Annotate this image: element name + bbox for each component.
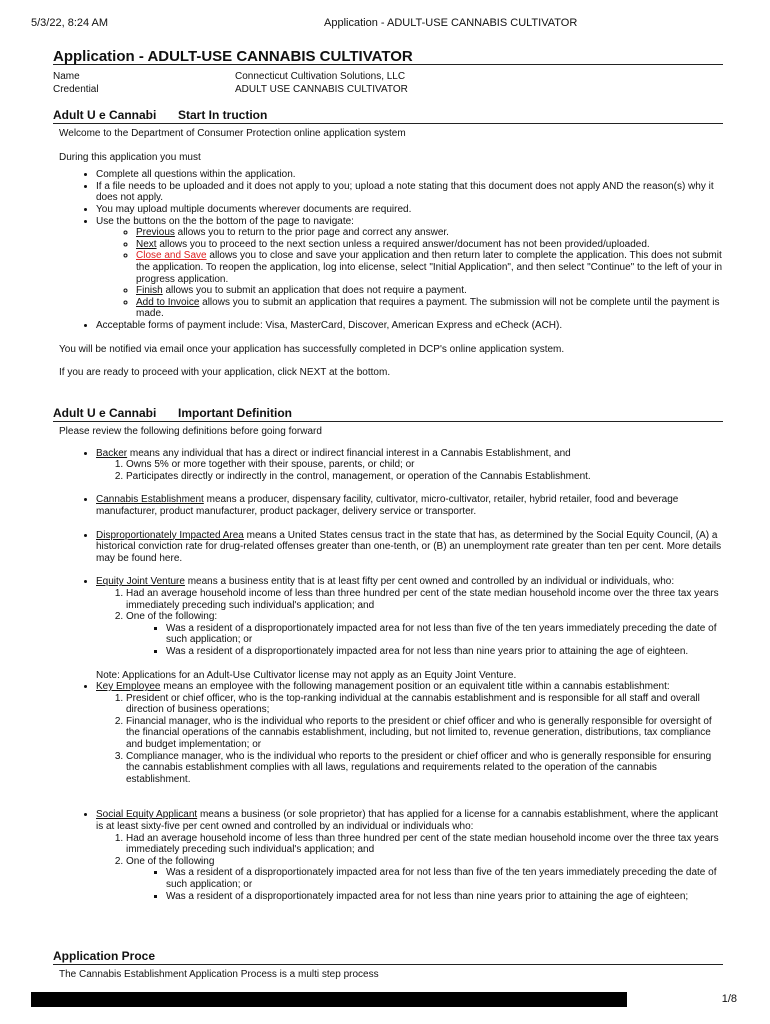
ejv-sub-criteria [126,623,723,658]
ejv-criteria [96,588,723,658]
list-item: ▪ Was a resident of a disproportionately impacted area for not less than nine years prior to attaining the age of eighteen. [166,646,723,658]
definition-disproportionately-impacted-area: • Disproportionately Impacted Area means a United States census tract in the state that has, as determined by the Social Equity Council, (A) a historical conviction rate for drug-related offenses greater than one-tenth, or (B) an unemployment rate greater than ten per cent. More details may be found here. [96,530,723,577]
list-item: 2. One of the following: ▪ Was a resident of a disproportionately impacted area for not less than five of the ten years immediately preceding the date of such application; or ▪ Was a resident of a disproportionately impacted area for not less than nine years prior to attaining the age of eighteen. [126,611,723,657]
print-title: Application - ADULT-USE CANNABIS CULTIVATOR [324,17,578,29]
meta-value: Connecticut Cultivation Solutions, LLC [235,71,406,82]
term-backer: Backer [96,447,128,459]
definition-equity-joint-venture: • Equity Joint Venture means a business entity that is at least fifty per cent owned and controlled by an individual or individuals, who: 1. Had an average household income of less than three hundred per cent of the state median household income over the three tax years immediately preceding such individual's application; and 2. One of the following: ▪ Was a resident of a disproportionately impacted area for not less than five of the ten years immediately preceding the date of such application; or ▪ Was a resident of a disproportionately impacted area for not less than nine years prior to attaining the age of eighteen. Note: Applications for an Adult-Use Cultivator license may not apply as an Equity Joint Venture. [96,576,723,681]
list-item: 2. Financial manager, who is the individual who reports to the president or chief officer and who is generally responsible for oversight of the financial operations of the cannabis establishment, including, but not limited to, revenue generation, distributions, tax compliance and budget implementation; or [126,716,723,751]
process-text: The Cannabis Establishment Application Process is a multi step process [59,969,379,980]
definitions-intro: Please review the following definitions before going forward [59,426,322,437]
term-cannabis-establishment: Cannabis Establishment [96,494,204,506]
definition-social-equity-applicant: • Social Equity Applicant means a business (or sole proprietor) that has applied for a license for a cannabis establishment, where the applicant is at least sixty-five per cent owned and controlled by an individual or individuals who: 1. Had an average household income of less than three hundred per cent of the state median household income over the three tax years immediately preceding such individual's application; and 2. One of the following ▪ Was a resident of a disproportionately impacted area for not less than five of the ten years immediately preceding the date of such application; or ▪ Was a resident of a disproportionately impacted area for not less than nine years prior to attaining the age of eighteen; [96,809,723,902]
section-header-start-instructions [53,110,723,124]
section-header-right: Important Definition [178,406,292,420]
list-item-text: Use the buttons on the the bottom of the page to navigate: [96,215,354,227]
sea-criteria [96,833,723,903]
list-item: ◦ Next allows you to proceed to the next section unless a required answer/document has not been provided/uploaded. [136,239,723,251]
list-item: ◦ Close and Save allows you to close and save your application and then return later to complete the application. This does not submit the application. To reopen the application, log into elicense, select "Initial Application", and then select "Continue" to the left of your in progress application. [136,250,723,285]
section-body-definitions [59,426,723,902]
term-disproportionately-impacted-area: Disproportionately Impacted Area [96,529,244,541]
page-number: 1/8 [721,993,737,1005]
list-item: • Complete all questions within the application. [96,169,723,181]
term-equity-joint-venture: Equity Joint Venture [96,576,185,588]
key-employee-positions [96,693,723,786]
print-header [31,18,739,32]
list-item: • You may upload multiple documents wherever documents are required. [96,204,723,216]
during-text: During this application you must [59,151,201,163]
list-item: ▪ Was a resident of a disproportionately impacted area for not less than five of the ten years immediately preceding the date of such application; or [166,623,723,646]
close-and-save-link: Close and Save [136,250,207,262]
term-key-employee: Key Employee [96,681,161,693]
ready-text: If you are ready to proceed with your application, click NEXT at the bottom. [59,367,391,379]
sea-sub-criteria [126,867,723,902]
meta-row-credential [53,84,723,97]
list-item: 3. Compliance manager, who is the individual who reports to the president or chief officer and who is generally responsible for ensuring the cannabis establishment complies with all laws, regulations and requirements related to the operation of the cannabis establishment. [126,751,723,786]
section-body-application-process [59,969,723,981]
list-item: 1. Owns 5% or more together with their spouse, parents, or child; or [126,459,723,471]
section-header-left: Adult U e Cannabi [53,108,157,122]
list-item: ▪ Was a resident of a disproportionately impacted area for not less than five of the ten years immediately preceding the date of such application; or [166,867,723,890]
instruction-list [59,169,723,331]
meta-row-name [53,71,723,84]
footer-url-bar [31,992,627,1007]
term-social-equity-applicant: Social Equity Applicant [96,809,198,821]
list-item: 1. President or chief officer, who is the top-ranking individual at the cannabis establishment and is responsible for all staff and overall direction of business operations; [126,693,723,716]
list-item: 2. Participates directly or indirectly in the control, management, or operation of the Cannabis Establishment. [126,471,723,483]
section-header-important-definitions [53,408,723,422]
list-item: • If a file needs to be uploaded and it does not apply to you; upload a note stating that this document does not apply AND the reason(s) why it does not apply. [96,181,723,204]
list-item: ◦ Add to Invoice allows you to submit an application that requires a payment. The submission will not be complete until the payment is made. [136,297,723,320]
section-header-application-process [53,951,723,965]
list-item: ◦ Previous allows you to return to the prior page and correct any answer. [136,227,723,239]
nav-button-list [96,227,723,320]
previous-link: Previous [136,227,175,239]
definition-key-employee: • Key Employee means an employee with the following management position or an equivalent title within a cannabis establishment: 1. President or chief officer, who is the top-ranking individual at the cannabis establishment and is responsible for all staff and overall direction of business operations; 2. Financial manager, who is the individual who reports to the president or chief officer and who is generally responsible for oversight of the financial operations of the cannabis establishment, including, but not limited to, revenue generation, distributions, tax compliance and budget implementation; or 3. Compliance manager, who is the individual who reports to the president or chief officer and who is generally responsible for ensuring the cannabis establishment complies with all laws, regulations and requirements related to the operation of the cannabis establishment. [96,681,723,809]
list-item: 1. Had an average household income of less than three hundred per cent of the state median household income over the three tax years immediately preceding such individual's application; and [126,833,723,856]
list-item: ▪ Was a resident of a disproportionately impacted area for not less than nine years prior to attaining the age of eighteen; [166,891,723,903]
notified-text: You will be notified via email once your application has successfully completed in DCP's online application system. [59,343,565,355]
welcome-text: Welcome to the Department of Consumer Protection online application system [59,128,406,139]
section-header-left: Application Proce [53,949,156,963]
list-item [96,216,723,320]
definition-cannabis-establishment: • Cannabis Establishment means a producer, dispensary facility, cultivator, micro-cultivator, retailer, hybrid retailer, food and beverage manufacturer, product manufacturer, product packager, delivery service or transporter. [96,494,723,529]
backer-criteria [96,459,723,482]
finish-link: Finish [136,285,163,297]
meta-key: Name [53,71,80,82]
list-item: ◦ Finish allows you to submit an application that does not require a payment. [136,285,723,297]
next-link: Next [136,238,157,250]
section-header-right: Start In truction [178,108,268,122]
list-item: 1. Had an average household income of less than three hundred per cent of the state median household income over the three tax years immediately preceding such individual's application; and [126,588,723,611]
list-item: • Acceptable forms of payment include: Visa, MasterCard, Discover, American Express and eCheck (ACH). [96,320,723,332]
meta-value: ADULT USE CANNABIS CULTIVATOR [235,84,408,95]
ejv-note: Note: Applications for an Adult-Use Cultivator license may not apply as an Equity Joint Venture. [96,669,517,681]
list-item: 2. One of the following ▪ Was a resident of a disproportionately impacted area for not less than five of the ten years immediately preceding the date of such application; or ▪ Was a resident of a disproportionately impacted area for not less than nine years prior to attaining the age of eighteen; [126,856,723,902]
definitions-list [59,448,723,903]
definition-backer: • Backer means any individual that has a direct or indirect financial interest in a Cannabis Establishment, and 1. Owns 5% or more together with their spouse, parents, or child; or 2. Participates directly or indirectly in the control, management, or operation of the Cannabis Establishment. [96,448,723,495]
section-body-start-instructions [59,128,723,379]
print-date: 5/3/22, 8:24 AM [31,17,109,29]
page-title: Application - ADULT-USE CANNABIS CULTIVATOR [53,51,723,65]
section-header-left: Adult U e Cannabi [53,406,157,420]
applicant-meta [53,71,723,97]
add-to-invoice-link: Add to Invoice [136,296,200,308]
meta-key: Credential [53,84,99,95]
